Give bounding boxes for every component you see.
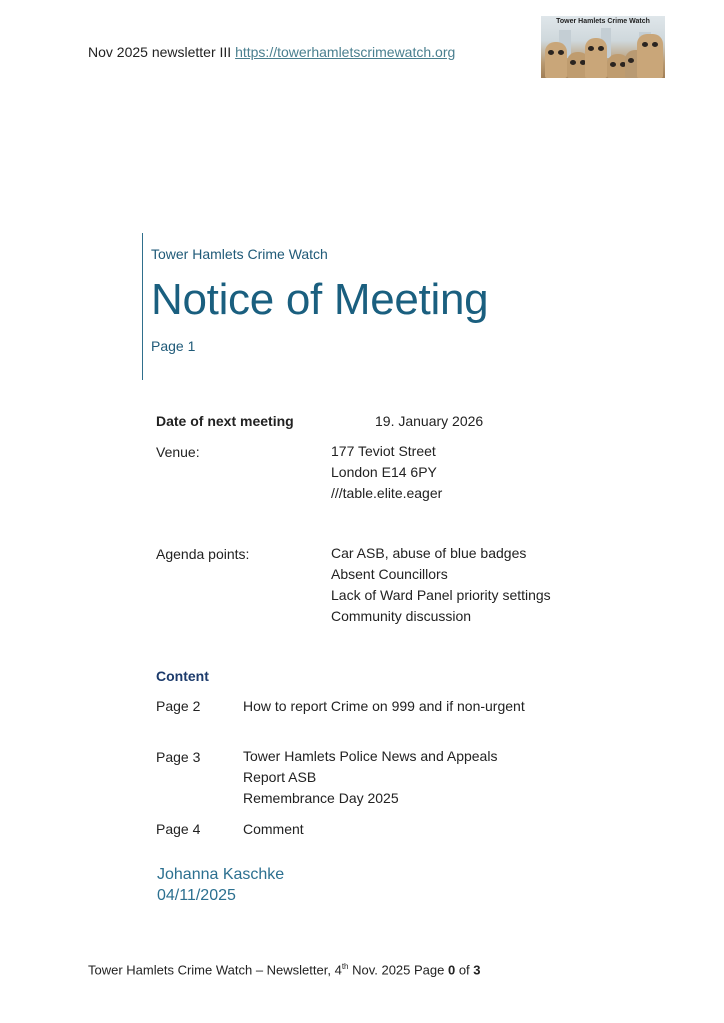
footer-prefix: Tower Hamlets Crime Watch – Newsletter, 4 xyxy=(88,962,342,978)
date-value: 19. January 2026 xyxy=(375,413,484,429)
agenda-label: Agenda points: xyxy=(156,546,250,562)
agenda-list xyxy=(331,543,551,627)
organization-name: Tower Hamlets Crime Watch xyxy=(151,246,328,262)
logo-caption: Tower Hamlets Crime Watch xyxy=(556,18,650,25)
footer-ordinal: th xyxy=(341,962,349,971)
footer-current-page: 0 xyxy=(447,962,456,978)
page-title: Notice of Meeting xyxy=(151,275,489,324)
content-item: Tower Hamlets Police News and Appeals xyxy=(243,748,498,764)
content-item: How to report Crime on 999 and if non-urgent xyxy=(243,698,525,714)
content-heading: Content xyxy=(156,668,209,684)
content-page-label: Page 2 xyxy=(156,698,201,714)
footer-date: Nov. 2025 Page xyxy=(348,962,448,978)
content-items xyxy=(243,746,497,809)
footer xyxy=(88,962,481,977)
agenda-item: Lack of Ward Panel priority settings xyxy=(331,587,551,603)
cover-block xyxy=(142,233,488,380)
footer-total-pages: 3 xyxy=(473,962,481,978)
venue-line: 177 Teviot Street xyxy=(331,443,436,459)
content-item: Report ASB xyxy=(243,769,317,785)
logo-image xyxy=(541,16,665,78)
date-label: Date of next meeting xyxy=(156,413,294,429)
footer-of: of xyxy=(455,962,474,978)
website-link[interactable]: https://towerhamletscrimewatch.org xyxy=(235,44,456,60)
cover-page-number: Page 1 xyxy=(151,338,196,355)
venue-address xyxy=(331,441,442,504)
agenda-item: Absent Councillors xyxy=(331,566,448,582)
agenda-item: Community discussion xyxy=(331,608,472,624)
header-text xyxy=(88,44,455,60)
content-item: Remembrance Day 2025 xyxy=(243,790,399,806)
venue-label: Venue: xyxy=(156,444,200,460)
content-item: Comment xyxy=(243,821,304,837)
signature-date: 04/11/2025 xyxy=(157,887,236,904)
agenda-item: Car ASB, abuse of blue badges xyxy=(331,545,527,561)
venue-line: ///table.elite.eager xyxy=(331,485,443,501)
content-page-label: Page 4 xyxy=(156,821,201,837)
header-label: Nov 2025 newsletter III xyxy=(88,44,232,60)
content-page-label: Page 3 xyxy=(156,749,201,765)
venue-line: London E14 6PY xyxy=(331,464,437,480)
signature-name: Johanna Kaschke xyxy=(157,866,285,883)
